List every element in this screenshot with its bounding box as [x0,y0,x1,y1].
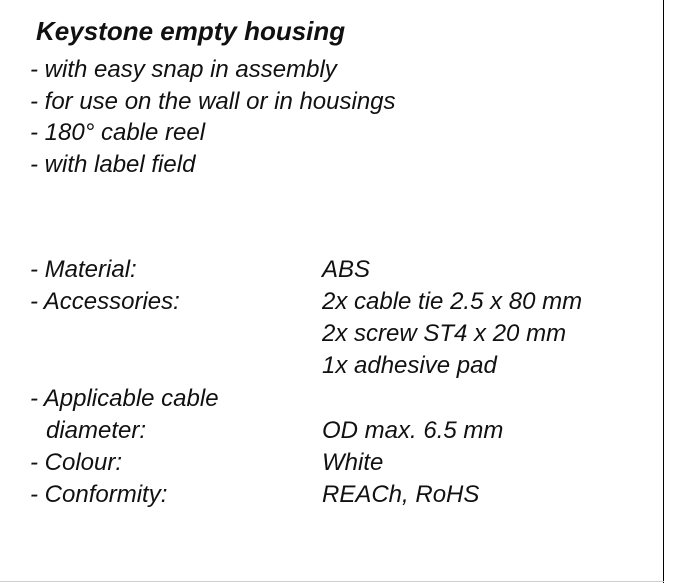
product-title: Keystone empty housing [36,16,346,46]
feature-item: - for use on the wall or in housings [30,87,396,115]
spec-label-material: - Material: [30,256,137,283]
bottom-border-line [0,581,664,582]
spec-value-conformity: REACh, RoHS [322,481,480,508]
spec-value-material: ABS [322,256,371,283]
spec-label-cable-diameter-line1: - Applicable cable [30,385,219,412]
spec-value-accessory: 2x screw ST4 x 20 mm [322,320,567,347]
spec-value-cable-diameter: OD max. 6.5 mm [322,417,504,444]
spec-value-accessory: 2x cable tie 2.5 x 80 mm [322,288,583,315]
feature-item: - with easy snap in assembly [30,56,337,83]
spec-value-accessory: 1x adhesive pad [322,352,497,379]
spec-label-accessories: - Accessories: [30,288,180,315]
spec-value-colour: White [322,449,384,476]
spec-label-colour: - Colour: [30,449,123,476]
right-border-line [663,0,664,583]
spec-label-conformity: - Conformity: [30,481,168,508]
spec-label-cable-diameter-line2: diameter: [46,417,147,444]
feature-item: - with label field [30,150,196,178]
feature-item: - 180° cable reel [30,119,206,146]
feature-list [30,54,396,180]
